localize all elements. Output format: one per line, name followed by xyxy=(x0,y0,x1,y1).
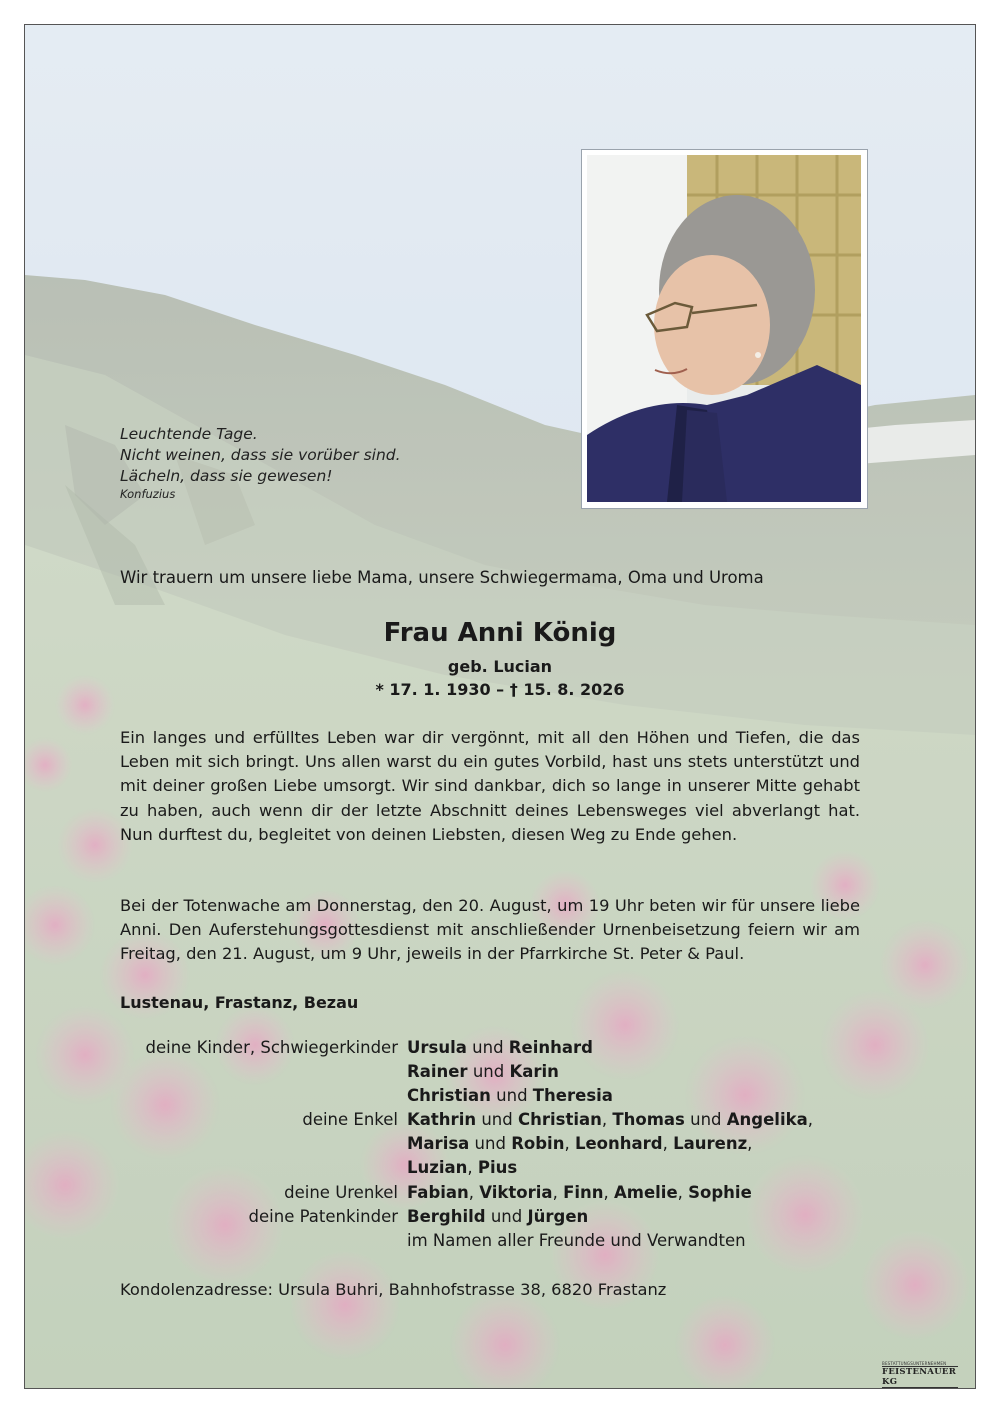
family-connector: , xyxy=(601,1110,613,1130)
family-connector: im Namen aller Freunde und Verwandten xyxy=(407,1230,746,1250)
family-member-name: Sophie xyxy=(688,1182,752,1202)
family-row xyxy=(45,1156,845,1180)
service-paragraph: Bei der Totenwache am Donnerstag, den 20. August, um 19 Uhr beten wir für unsere liebe Anni. Den Auferstehungsgottesdienst mit anschließender Urnenbeisetzung feiern wir am Freitag, den 21. August, um 9 Uhr, jeweils in der Pfarrkirche St. Peter & Paul. xyxy=(120,896,860,964)
family-member-name: Thomas xyxy=(612,1110,685,1130)
family-names xyxy=(407,1205,588,1229)
logo-name: FEISTENAUER KG xyxy=(882,1367,957,1387)
family-member-name: Christian xyxy=(517,1110,602,1130)
deceased-name: Frau Anni König xyxy=(383,618,617,648)
family-names xyxy=(407,1229,746,1253)
family-row xyxy=(45,1060,845,1084)
family-member-name: Angelika xyxy=(726,1110,808,1130)
family-connector: , xyxy=(677,1182,689,1202)
memorial-quote xyxy=(120,424,401,501)
quote-line: Leuchtende Tage. xyxy=(120,425,258,443)
family-names xyxy=(407,1036,593,1060)
family-member-name: Marisa xyxy=(407,1134,470,1154)
condolence-address: Kondolenzadresse: Ursula Buhri, Bahnhofstrasse 38, 6820 Frastanz xyxy=(120,1280,667,1299)
family-connector: , xyxy=(747,1134,753,1154)
family-row xyxy=(45,1229,845,1253)
logo-subtitle: BESTATTUNGSUNTERNEHMEN xyxy=(882,1361,947,1366)
family-member-name: Finn xyxy=(563,1182,604,1202)
family-row xyxy=(45,1036,845,1060)
funeral-home-logo xyxy=(882,1361,958,1387)
family-member-name: Berghild xyxy=(407,1206,486,1226)
family-member-name: Karin xyxy=(509,1062,559,1082)
family-connector: , xyxy=(603,1182,614,1202)
family-relation-label: deine Enkel xyxy=(302,1110,398,1130)
family-member-name: Rainer xyxy=(407,1062,468,1082)
family-connector: , xyxy=(807,1110,813,1130)
family-member-name: Robin xyxy=(511,1134,565,1154)
family-row xyxy=(45,1108,845,1132)
family-names xyxy=(407,1156,517,1180)
family-connector: , xyxy=(552,1182,564,1202)
obituary-card xyxy=(24,24,976,1389)
places-line: Lustenau, Frastanz, Bezau xyxy=(120,993,359,1012)
family-connector: , xyxy=(468,1182,480,1202)
mourning-intro: Wir trauern um unsere liebe Mama, unsere Schwiegermama, Oma und Uroma xyxy=(120,568,764,587)
quote-line: Nicht weinen, dass sie vorüber sind. xyxy=(120,446,401,464)
quote-line: Lächeln, dass sie gewesen! xyxy=(120,467,333,485)
family-connector: und xyxy=(466,1038,509,1057)
family-member-name: Kathrin xyxy=(407,1110,477,1130)
family-relation-label: deine Kinder, Schwiegerkinder xyxy=(145,1038,398,1057)
maiden-name: geb. Lucian xyxy=(447,657,553,676)
family-relation-label: deine Urenkel xyxy=(284,1182,398,1202)
family-member-name: Jürgen xyxy=(527,1206,589,1226)
family-member-name: Luzian xyxy=(407,1158,468,1178)
family-connector: , xyxy=(564,1134,575,1154)
family-names xyxy=(407,1060,559,1084)
family-member-name: Ursula xyxy=(407,1038,467,1057)
family-names xyxy=(407,1181,752,1205)
family-member-name: Amelie xyxy=(613,1182,678,1202)
family-list xyxy=(45,1036,845,1253)
family-member-name: Viktoria xyxy=(479,1182,553,1202)
family-row xyxy=(45,1084,845,1108)
family-connector: und xyxy=(684,1110,727,1130)
family-member-name: Theresia xyxy=(532,1086,613,1106)
family-connector: und xyxy=(476,1110,518,1130)
family-connector: , xyxy=(662,1134,674,1154)
family-member-name: Laurenz xyxy=(673,1134,748,1154)
family-names xyxy=(407,1132,752,1156)
family-row xyxy=(45,1205,845,1229)
family-member-name: Christian xyxy=(407,1086,491,1106)
family-member-name: Reinhard xyxy=(508,1038,593,1057)
family-member-name: Leonhard xyxy=(574,1134,663,1154)
family-names xyxy=(407,1108,813,1132)
family-row xyxy=(45,1181,845,1205)
family-connector: und xyxy=(469,1134,512,1154)
portrait-frame xyxy=(581,149,868,509)
tribute-paragraph: Ein langes und erfülltes Leben war dir vergönnt, mit all den Höhen und Tiefen, die das Leben mit sich bringt. Uns allen warst du ein gutes Vorbild, hast uns stets unterstützt und mit deiner großen Liebe umsorgt. Wir sind dankbar, dich so lange in unserer Mitte gehabt zu haben, auch wenn dir der letzte Abschnitt deines Lebensweges viel abverlangt hat. Nun durftest du, begleitet von deinen Liebsten, diesen Weg zu Ende gehen. xyxy=(120,728,860,844)
family-connector: und xyxy=(490,1086,533,1106)
portrait-photo xyxy=(587,155,861,502)
life-dates: * 17. 1. 1930 – † 15. 8. 2026 xyxy=(375,680,625,699)
family-relation-label: deine Patenkinder xyxy=(248,1206,398,1226)
family-connector: und xyxy=(467,1062,510,1082)
quote-author: Konfuzius xyxy=(120,487,176,501)
family-connector: , xyxy=(467,1158,478,1178)
family-row xyxy=(45,1132,845,1156)
family-member-name: Fabian xyxy=(407,1182,469,1202)
family-names xyxy=(407,1084,613,1108)
family-connector: und xyxy=(485,1206,528,1226)
family-member-name: Pius xyxy=(477,1158,518,1178)
